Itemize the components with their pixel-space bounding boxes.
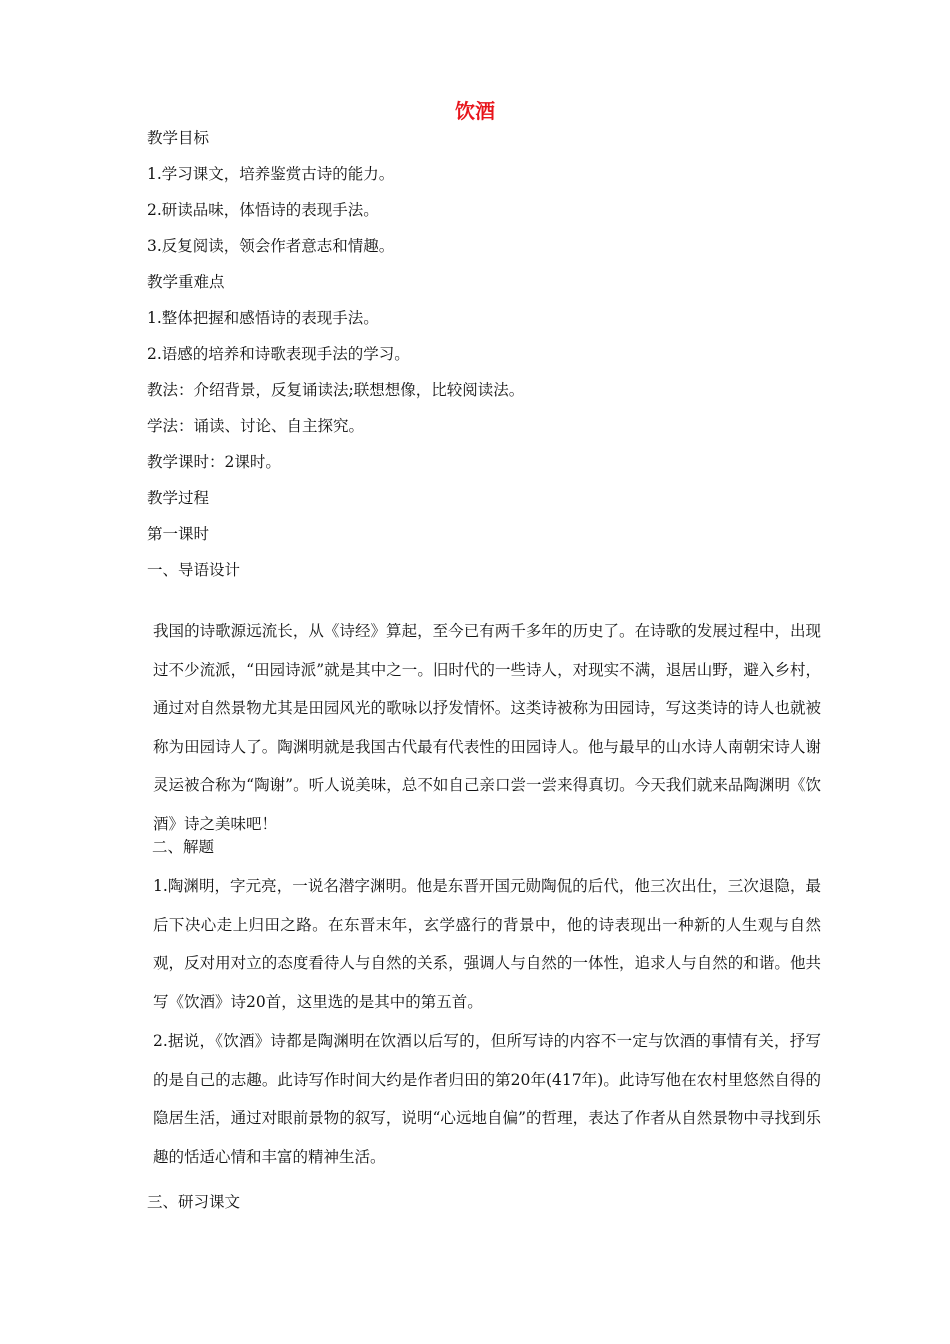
class-hours: 教学课时：2课时。	[147, 453, 281, 471]
goal-item-3: 3.反复阅读，领会作者意志和情趣。	[147, 237, 395, 255]
goal-item-1: 1.学习课文，培养鉴赏古诗的能力。	[147, 165, 395, 183]
learning-methods: 学法：诵读、讨论、自主探究。	[147, 417, 365, 435]
explanation-paragraph-1	[145, 867, 821, 1021]
intro-paragraph-text: 我国的诗歌源远流长，从《诗经》算起，至今已有两千多年的历史了。在诗歌的发展过程中，出现过不少流派，“田园诗派”就是其中之一。旧时代的一些诗人，对现实不满，退居山野，避入乡村，通过对自然景物尤其是田园风光的歌咏以抒发情怀。这类诗被称为田园诗，写这类诗的诗人也就被称为田园诗人了。陶渊明就是我国古代最有代表性的田园诗人。他与最早的山水诗人南朝宋诗人谢灵运被合称为“陶谢”。听人说美味，总不如自己亲口尝一尝来得真切。今天我们就来品陶渊明《饮酒》诗之美味吧！	[153, 622, 821, 833]
explanation-paragraph-1-text: 1.陶渊明，字元亮，一说名潜字渊明。他是东晋开国元勋陶侃的后代，他三次出仕，三次退隐，最后下决心走上归田之路。在东晋末年，玄学盛行的背景中，他的诗表现出一种新的人生观与自然观，反对用对立的态度看待人与自然的关系，强调人与自然的一体性，追求人与自然的和谐。他共写《饮酒》诗20首，这里选的是其中的第五首。	[153, 877, 821, 1011]
heading-key-points: 教学重难点	[147, 273, 225, 291]
heading-first-lesson: 第一课时	[147, 525, 210, 543]
heading-study-text: 三、研习课文	[147, 1193, 241, 1211]
heading-teaching-goals: 教学目标	[147, 129, 210, 147]
heading-introduction: 一、导语设计	[147, 561, 241, 579]
intro-paragraph	[145, 612, 821, 844]
teaching-methods: 教法：介绍背景，反复诵读法;联想想像，比较阅读法。	[147, 381, 525, 399]
key-point-1: 1.整体把握和感悟诗的表现手法。	[147, 309, 379, 327]
explanation-paragraph-2	[145, 1022, 821, 1176]
key-point-2: 2.语感的培养和诗歌表现手法的学习。	[147, 345, 410, 363]
heading-teaching-process: 教学过程	[147, 489, 210, 507]
heading-title-explanation: 二、解题	[152, 838, 215, 856]
explanation-paragraph-2-text: 2.据说，《饮酒》诗都是陶渊明在饮酒以后写的，但所写诗的内容不一定与饮酒的事情有关，抒写的是自己的志趣。此诗写作时间大约是作者归田的第20年(417年)。此诗写他在农村里悠然自得的隐居生活，通过对眼前景物的叙写，说明“心远地自偏”的哲理，表达了作者从自然景物中寻找到乐趣的恬适心情和丰富的精神生活。	[153, 1032, 821, 1166]
goal-item-2: 2.研读品味，体悟诗的表现手法。	[147, 201, 379, 219]
document-title: 饮酒	[455, 99, 495, 123]
